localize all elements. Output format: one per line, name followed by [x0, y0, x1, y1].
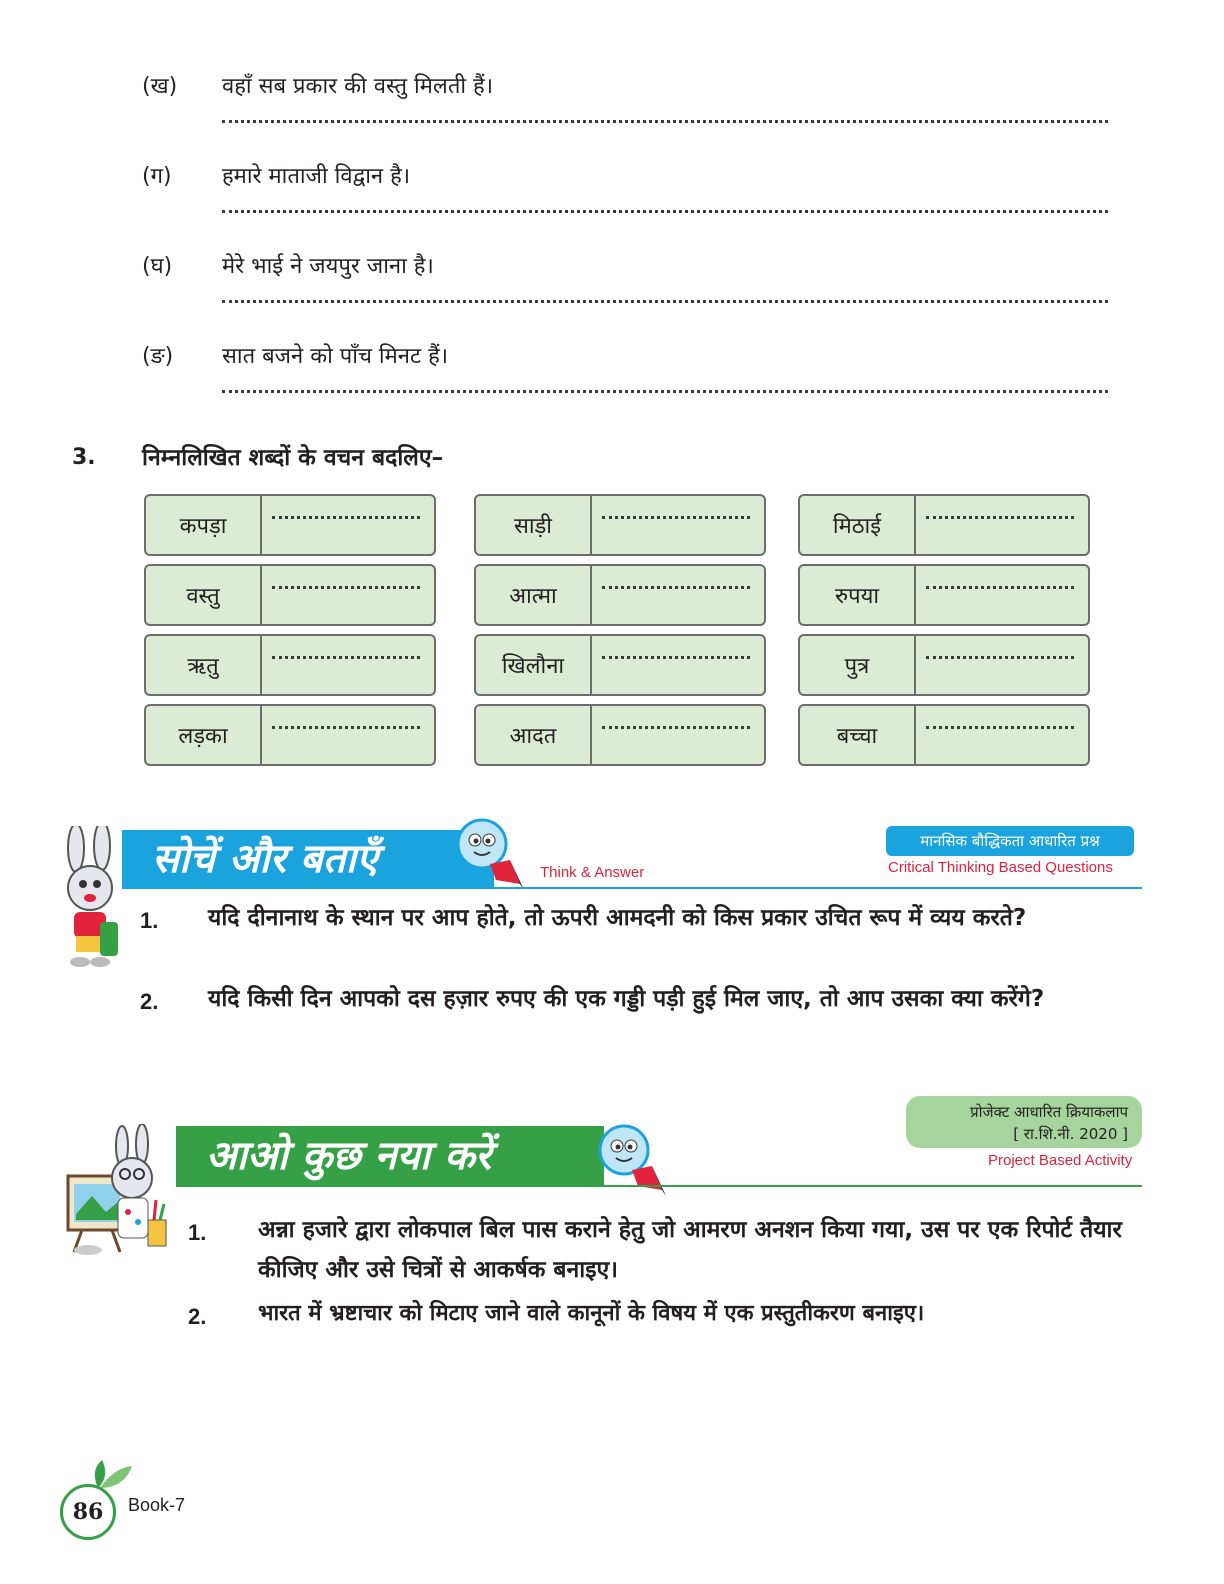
question-number: 2.: [188, 1304, 207, 1329]
answer-line[interactable]: [222, 300, 1108, 303]
answer-line[interactable]: [222, 390, 1108, 393]
word-card: [474, 564, 766, 626]
section-subtitle: Think & Answer: [540, 864, 645, 881]
sentence-text: हमारे माताजी विद्वान है।: [222, 164, 411, 189]
word-card: [144, 564, 436, 626]
word: ऋतु: [146, 636, 262, 694]
sentence-label: (ङ): [142, 344, 174, 369]
answer-blank[interactable]: [916, 636, 1088, 694]
question-instruction: निम्नलिखित शब्दों के वचन बदलिए–: [142, 445, 444, 471]
word-card: [144, 704, 436, 766]
answer-blank[interactable]: [592, 636, 764, 694]
word: आदत: [476, 706, 592, 764]
section-tag-hindi: मानसिक बौद्धिकता आधारित प्रश्न: [886, 826, 1134, 856]
word-card: [798, 634, 1090, 696]
word-card: [474, 704, 766, 766]
sentence-text: वहाँ सब प्रकार की वस्तु मिलती हैं।: [222, 74, 494, 99]
sentence-text: मेरे भाई ने जयपुर जाना है।: [222, 254, 434, 279]
word: आत्मा: [476, 566, 592, 624]
section-tag-english: Critical Thinking Based Questions: [888, 859, 1113, 876]
answer-blank[interactable]: [262, 636, 434, 694]
question-number: 1.: [140, 908, 159, 933]
word: खिलौना: [476, 636, 592, 694]
word-card: [474, 494, 766, 556]
answer-blank[interactable]: [262, 706, 434, 764]
word: रुपया: [800, 566, 916, 624]
book-label: Book-7: [128, 1495, 186, 1515]
question-text: अन्ना हजारे द्वारा लोकपाल बिल पास कराने हेतु जो आमरण अनशन किया गया, उस पर एक रिपोर्ट तैयार कीजिए और उसे चित्रों से आकर्षक बनाइए।: [258, 1217, 1122, 1283]
answer-blank[interactable]: [916, 566, 1088, 624]
word-card: [144, 634, 436, 696]
page-number: 86: [60, 1484, 116, 1540]
question-text: यदि दीनानाथ के स्थान पर आप होते, तो ऊपरी आमदनी को किस प्रकार उचित रूप में व्यय करते?: [208, 905, 1027, 931]
word-card: [798, 564, 1090, 626]
answer-line[interactable]: [222, 210, 1108, 213]
section-divider: [176, 1185, 1142, 1187]
word: साड़ी: [476, 496, 592, 554]
word: मिठाई: [800, 496, 916, 554]
sentence-label: (ग): [142, 164, 172, 189]
question-number: 1.: [188, 1220, 207, 1245]
section-tag: [906, 1096, 1142, 1148]
artist-rabbit-icon: [62, 1124, 180, 1258]
question-number: 3.: [72, 445, 96, 470]
section-divider: [122, 887, 1142, 889]
section-title-project: आओ कुछ नया करें: [176, 1126, 604, 1186]
answer-blank[interactable]: [262, 566, 434, 624]
answer-blank[interactable]: [592, 566, 764, 624]
word-card: [798, 704, 1090, 766]
section-tag-reference: [ रा.शि.नी. 2020 ]: [1013, 1125, 1128, 1143]
word: पुत्र: [800, 636, 916, 694]
section-tag-hindi: प्रोजेक्ट आधारित क्रियाकलाप: [970, 1103, 1128, 1121]
word-card: [474, 634, 766, 696]
word: वस्तु: [146, 566, 262, 624]
section-title-think: सोचें और बताएँ: [122, 830, 494, 888]
word: लड़का: [146, 706, 262, 764]
answer-line[interactable]: [222, 120, 1108, 123]
answer-blank[interactable]: [916, 706, 1088, 764]
word: बच्चा: [800, 706, 916, 764]
sentence-text: सात बजने को पाँच मिनट हैं।: [222, 344, 449, 369]
word-card: [144, 494, 436, 556]
rabbit-mascot-icon: [52, 826, 128, 970]
word-card: [798, 494, 1090, 556]
question-text: यदि किसी दिन आपको दस हज़ार रुपए की एक गड्डी पड़ी हुई मिल जाए, तो आप उसका क्या करेंगे?: [208, 986, 1045, 1012]
word: कपड़ा: [146, 496, 262, 554]
answer-blank[interactable]: [916, 496, 1088, 554]
question-text: भारत में भ्रष्टाचार को मिटाए जाने वाले कानूनों के विषय में एक प्रस्तुतीकरण बनाइए।: [258, 1301, 925, 1326]
sentence-label: (ख): [142, 74, 178, 99]
pencil-mascot-icon: [454, 814, 524, 890]
answer-blank[interactable]: [262, 496, 434, 554]
question-number: 2.: [140, 989, 159, 1014]
answer-blank[interactable]: [592, 706, 764, 764]
sentence-label: (घ): [142, 254, 173, 279]
section-tag-english: Project Based Activity: [988, 1152, 1133, 1169]
answer-blank[interactable]: [592, 496, 764, 554]
